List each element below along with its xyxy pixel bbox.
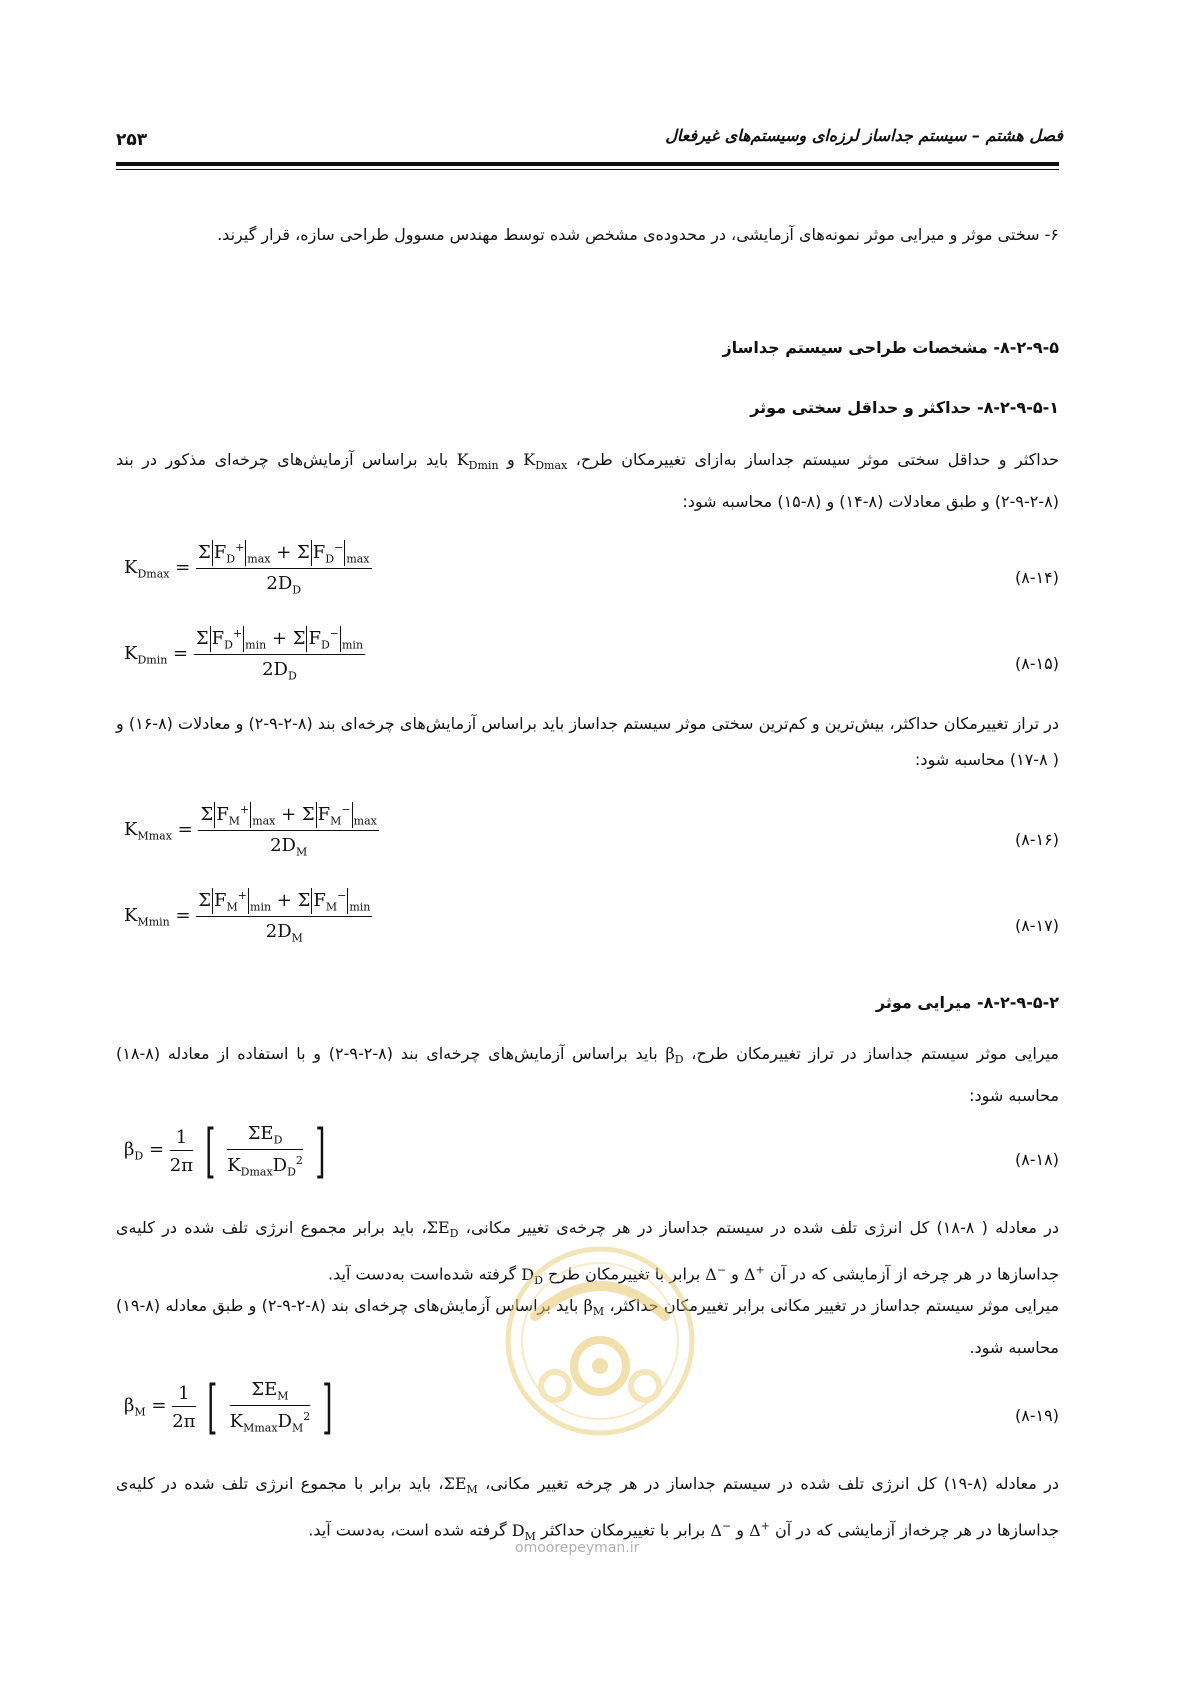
para-text: حداکثر و حداقل سختی موثر سیستم جداساز به‌ازای تغییرمکان طرح، bbox=[575, 450, 1060, 469]
symbol-kdmin: $K_{Dmin}$ bbox=[456, 450, 499, 473]
para-text: باید براساس آزمایش‌های چرخه‌ای بند (۸-۲-۹-۲) و با استفاده از معادله (۸-۱۸) محاسبه شود: bbox=[116, 1044, 1059, 1106]
para-text: در معادله (۸-۱۹) کل انرژی تلف شده در سیستم جداساز در هر چرخه تغییر مکانی، bbox=[485, 1474, 1059, 1493]
para-text: در معادله ( ۸-۱۸) کل انرژی تلف شده در سیستم جداساز در هر چرخه‌ی تغییر مکانی، bbox=[465, 1218, 1060, 1237]
para-text: باید براساس آزمایش‌های چرخه‌ای بند (۸-۲-۹-۲) و طبق معادله (۸-۱۹) محاسبه شود. bbox=[116, 1296, 1059, 1358]
para-text: برابر با تغییرمکان حداکثر bbox=[540, 1520, 706, 1540]
watermark-logo bbox=[495, 1236, 705, 1446]
equation-number-15: (۸-۱۵) bbox=[1014, 654, 1059, 673]
equation-number-18: (۸-۱۸) bbox=[1014, 1150, 1059, 1169]
chapter-title: فصل هشتم – سیستم جداساز لرزه‌ای وسیستم‌های غیرفعال bbox=[665, 126, 1063, 145]
equation-15: $K_{Dmin}$ = $\frac{\Sigma F_D^+_{min} + \Sigma F_D^-_{min}}{2D_D}$ bbox=[124, 627, 364, 683]
symbol-beta-d: $\beta_D$ bbox=[665, 1044, 684, 1067]
symbol-kdmax: $K_{Dmax}$ bbox=[523, 450, 568, 473]
watermark-seal-icon bbox=[495, 1236, 705, 1446]
paragraph-max-stiffness: در تراز تغییرمکان حداکثر، بیش‌ترین و کم‌ترین سختی موثر سیستم جداساز باید براساس آزمایش‌های چرخه‌ای بند (۸-۲-۹-۲) و معادلات (۸-۱۶) و ( ۸-۱۷) محاسبه شود: bbox=[116, 714, 1060, 769]
page-number: ۲۵۳ bbox=[116, 130, 148, 150]
para-text: میرایی موثر سیستم جداساز در تراز تغییرمکان طرح، bbox=[691, 1044, 1059, 1063]
equation-number-17: (۸-۱۷) bbox=[1014, 916, 1059, 935]
para-text: و bbox=[507, 450, 515, 469]
equation-number-19: (۸-۱۹) bbox=[1014, 1406, 1059, 1425]
equation-19: $\beta_M$ = $\frac{1}{2\pi}$ [ $\frac{\Sigma E_M}{K_{Mmax}D_M^2}$ ] bbox=[124, 1373, 333, 1441]
symbol-dm: $D_M$ bbox=[511, 1520, 536, 1543]
equation-14: $K_{Dmax}$ = $\frac{\Sigma F_D^+_{max} + \Sigma F_D^-_{max}}{2D_D}$ bbox=[124, 541, 370, 597]
paragraph-energy-design: در معادله ( ۸-۱۸) کل انرژی تلف شده در سیستم جداساز در هر چرخه‌ی تغییر مکانی، $\Sigma E_D،$ باید برابر مجموع انرژی تلف شده در کلیه‌ی جداسازها در هر چرخه از آزمایشی که در آن Δ+ و Δ− برابر با تغییرمکان طرح $D_D$ گرفته شده‌است به‌دست آید. bbox=[116, 1218, 1060, 1287]
header-rule-thin bbox=[116, 169, 1059, 170]
para-text: ، باید برابر مجموع انرژی تلف شده در کلیه‌ی جداسازها در هر چرخه از آزمایشی که در آن bbox=[116, 1218, 1059, 1284]
para-text: ، باید برابر با مجموع انرژی تلف شده در کلیه‌ی جداسازها در هر چرخه‌از آزمایشی که در آن bbox=[116, 1474, 1059, 1540]
section-heading: ۸-۲-۹-۵- مشخصات طراحی سیستم جداساز bbox=[722, 338, 1059, 357]
symbol-delta-plus: Δ+ bbox=[743, 1263, 765, 1284]
equation-17: $K_{Mmin}$ = $\frac{\Sigma F_M^+_{min} + \Sigma F_M^-_{min}}{2D_M}$ bbox=[124, 889, 371, 945]
subsection-heading-stiffness: ۸-۲-۹-۵-۱- حداکثر و حداقل سختی موثر bbox=[750, 398, 1059, 417]
paragraph-damping-intro bbox=[116, 1036, 1059, 1114]
equation-number-16: (۸-۱۶) bbox=[1014, 830, 1059, 849]
symbol-delta-minus: Δ− bbox=[705, 1263, 727, 1284]
para-text: گرفته شده‌است به‌دست آید. bbox=[328, 1264, 517, 1284]
symbol-sum-ed: $\Sigma E_D$ bbox=[426, 1218, 459, 1241]
equation-16: $K_{Mmax}$ = $\frac{\Sigma F_M^+_{max} + \Sigma F_M^-_{max}}{2D_M}$ bbox=[124, 803, 377, 859]
symbol-delta-minus: Δ− bbox=[710, 1519, 732, 1540]
equation-number-14: (۸-۱۴) bbox=[1014, 568, 1059, 587]
symbol-sum-em: $\Sigma E_M$ bbox=[443, 1474, 478, 1497]
para-text: میرایی موثر سیستم جداساز در تغییر مکانی برابر تغییرمکان حداکثر، bbox=[609, 1296, 1059, 1315]
para-text: برابر با تغییرمکان طرح bbox=[548, 1264, 701, 1284]
paragraph-stiffness-intro bbox=[116, 442, 1059, 520]
paragraph-item-6: ۶- سختی موثر و میرایی موثر نمونه‌های آزمایشی، در محدوده‌ی مشخص شده توسط مهندس مسوول طراحی سازه، قرار گیرند. bbox=[217, 225, 1059, 244]
symbol-beta-m: $\beta_M$ bbox=[583, 1296, 605, 1319]
equation-18: $\beta_D$ = $\frac{1}{2\pi}$ [ $\frac{\Sigma E_D}{K_{Dmax}D_D^2}$ ] bbox=[124, 1117, 326, 1185]
symbol-dd: $D_D$ bbox=[521, 1264, 543, 1287]
header-rule-thick bbox=[116, 162, 1059, 166]
watermark-url: omoorepeyman.ir bbox=[515, 1540, 640, 1556]
subsection-heading-damping: ۸-۲-۹-۵-۲- میرایی موثر bbox=[875, 993, 1059, 1012]
symbol-delta-plus: Δ+ bbox=[749, 1519, 770, 1540]
paragraph-energy-max: در معادله (۸-۱۹) کل انرژی تلف شده در سیستم جداساز در هر چرخه تغییر مکانی، $\Sigma E_M،$ باید برابر با مجموع انرژی تلف شده در کلیه‌ی جداسازها در هر چرخه‌از آزمایشی که در آن Δ+ و Δ− برابر با تغییرمکان حداکثر $D_M$ گرفته شده است، به‌دست آید. bbox=[116, 1474, 1059, 1543]
para-text: باید براساس آزمایش‌های چرخه‌ای مذکور در بند (۸-۲-۹-۲) و طبق معادلات (۸-۱۴) و (۸-۱۵) محاسبه شود: bbox=[116, 450, 1059, 512]
para-text: گرفته شده است، به‌دست آید. bbox=[308, 1520, 507, 1540]
